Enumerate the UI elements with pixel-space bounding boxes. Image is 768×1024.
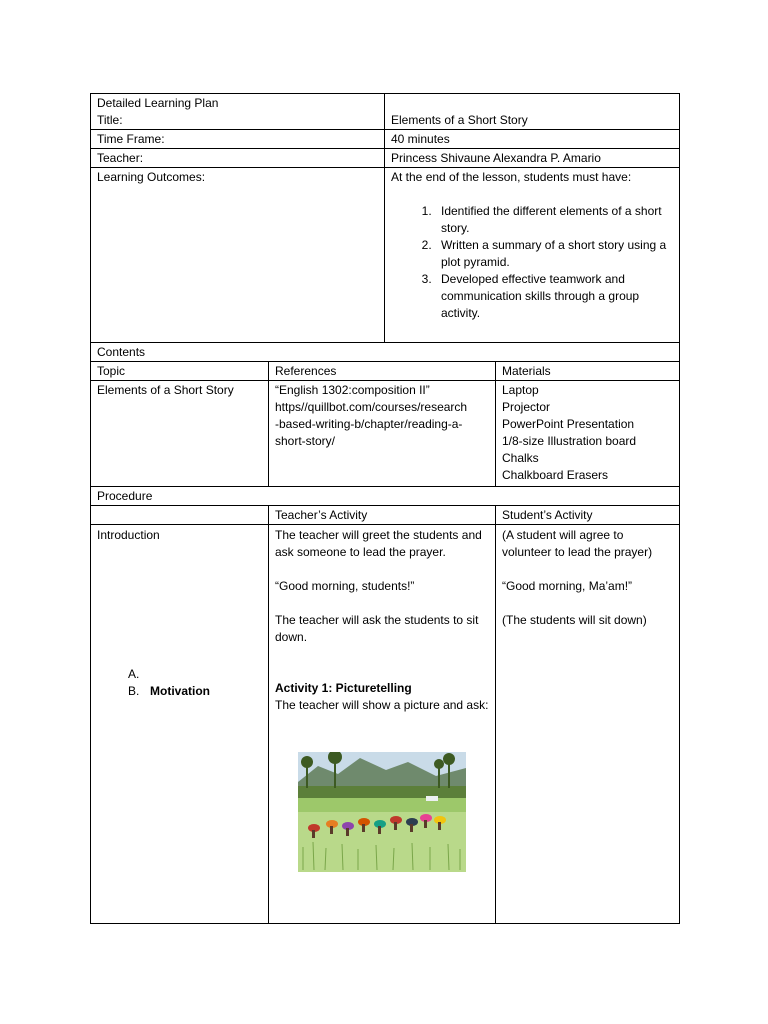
teacher-morning-text: “Good morning, students!” xyxy=(275,579,415,593)
activity-description: The teacher will show a picture and ask: xyxy=(275,698,489,712)
outcome-item: 3. Developed effective teamwork and communication skills through a group activity. xyxy=(435,271,673,322)
rice-field-photo xyxy=(298,752,466,872)
reference-line: https//quillbot.com/courses/research xyxy=(275,400,468,414)
rice-field-image xyxy=(298,752,466,872)
outcome-item: 2. Written a summary of a short story using a plot pyramid. xyxy=(435,237,673,271)
student-activity-header: Student’s Activity xyxy=(496,506,680,525)
material-item: Chalkboard Erasers xyxy=(502,468,609,482)
teacher-greet-text: The teacher will greet the students and ask someone to lead the prayer. xyxy=(275,528,482,559)
teacher-sit-text: The teacher will ask the students to sit down. xyxy=(275,613,479,644)
timeframe-label: Time Frame: xyxy=(91,130,385,149)
reference-line: short-story/ xyxy=(275,434,336,448)
title-label: Title: xyxy=(97,113,123,127)
teacher-label: Teacher: xyxy=(91,149,385,168)
col-references-header: References xyxy=(269,362,496,381)
outcomes-intro: At the end of the lesson, students must have: xyxy=(391,170,632,184)
learning-plan-document xyxy=(90,93,679,924)
student-morning-text: “Good morning, Ma’am!” xyxy=(502,579,633,593)
item-b-motivation: B. Motivation xyxy=(128,684,210,698)
materials-cell xyxy=(496,381,680,487)
outcome-item: 1. Identified the different elements of a short story. xyxy=(435,203,673,237)
material-item: Chalks xyxy=(502,451,539,465)
title-value: Elements of a Short Story xyxy=(391,113,528,127)
references-cell xyxy=(269,381,496,487)
header-table xyxy=(90,93,680,343)
topic-cell: Elements of a Short Story xyxy=(91,381,269,487)
material-item: PowerPoint Presentation xyxy=(502,417,635,431)
material-item: 1/8-size Illustration board xyxy=(502,434,637,448)
contents-section-label: Contents xyxy=(91,343,680,362)
outcomes-list xyxy=(391,203,673,322)
stage-introduction: Introduction xyxy=(97,528,160,542)
reference-line: “English 1302:composition II” xyxy=(275,383,430,397)
teacher-activity-header: Teacher’s Activity xyxy=(269,506,496,525)
material-item: Projector xyxy=(502,400,551,414)
material-item: Laptop xyxy=(502,383,539,397)
outcomes-label: Learning Outcomes: xyxy=(91,168,385,343)
col-materials-header: Materials xyxy=(496,362,680,381)
col-topic-header: Topic xyxy=(91,362,269,381)
activity-title: Activity 1: Picturetelling xyxy=(275,681,412,695)
student-sit-text: (The students will sit down) xyxy=(502,613,647,627)
reference-line: -based-writing-b/chapter/reading-a- xyxy=(275,417,463,431)
student-volunteer-text: (A student will agree to volunteer to lead the prayer) xyxy=(502,528,653,559)
contents-table xyxy=(90,342,680,924)
procedure-section-label: Procedure xyxy=(91,487,680,506)
timeframe-value: 40 minutes xyxy=(385,130,680,149)
plan-heading: Detailed Learning Plan xyxy=(97,96,219,110)
item-a: A. xyxy=(128,667,140,681)
teacher-value: Princess Shivaune Alexandra P. Amario xyxy=(385,149,680,168)
